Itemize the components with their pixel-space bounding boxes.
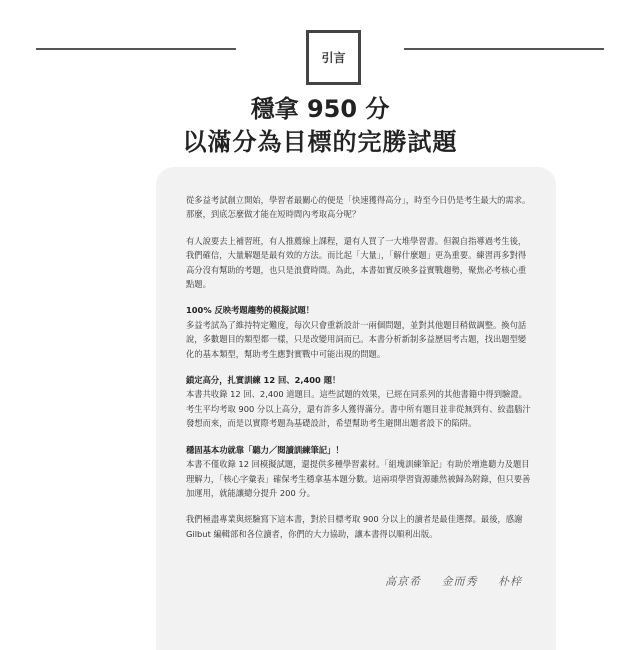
- author-signatures: [369, 573, 522, 589]
- title-line-1: 穩拿 950 分: [250, 95, 390, 123]
- paragraph: [186, 303, 532, 361]
- page-title: [36, 93, 604, 159]
- paragraph-heading: 穩固基本功就靠「聽力／閱讀訓練筆記」！: [186, 444, 344, 455]
- signature: 金而秀: [441, 575, 478, 588]
- paragraph-text: 本書不僅收錄 12 回模擬試題，還提供多種學習素材。「組塊訓練筆記」有助於增進聽力及題目理解力，「核心字彙表」確保考生穩拿基本題分數。這兩項學習資源雖然被歸為附錄，但只要善加運用，就能讓總分提升 200 分。: [186, 459, 531, 498]
- paragraph-text: 本書共收錄 12 回、2,400 道題目。這些試題的效果，已經在同系列的其他書籍中得到驗證。考生平均考取 900 分以上高分，還有許多人獲得滿分。書中所有題目並非從無到有、絞盡腦汁發想而來，而是以實際考題為基礎設計，希望幫助考生避開出題者設下的陷阱。: [186, 389, 531, 429]
- title-line-2: 以滿分為目標的完勝試題: [182, 128, 458, 156]
- paragraph-heading: 鎖定高分，扎實訓練 12 回、2,400 題！: [186, 375, 341, 386]
- paragraph-text: 多益考試為了維持特定難度，每次只會重新設計一兩個問題，並對其他題目稍做調整。換句話說，多數題目的類型都一樣，只是改變用詞而已。本書分析新制多益歷屆考古題，找出題型變化的基本類型，幫助考生應對實戰中可能出現的問題。: [186, 319, 527, 359]
- paragraph: [186, 193, 532, 222]
- paragraph: [186, 443, 532, 501]
- paragraph-heading: 100% 反映考題趨勢的模擬試題！: [186, 305, 315, 316]
- book-page: [36, 10, 604, 640]
- section-label: 引言: [306, 30, 361, 85]
- paragraph: [186, 373, 532, 431]
- preface-body: [186, 193, 532, 553]
- signature: 朴梓: [498, 575, 522, 588]
- header-rule-left: [36, 48, 236, 50]
- paragraph-text: 從多益考試創立開始，學習者最關心的便是「快速獲得高分」，時至今日仍是考生最大的需求。那麼，到底怎麼做才能在短時間內考取高分呢？: [186, 195, 531, 220]
- paragraph-text: 我們極盡專業與經驗寫下這本書，對於目標考取 900 分以上的讀者是最佳選擇。最後，感謝 Gilbut 編輯部和各位讀者，你們的大力協助，讓本書得以順利出版。: [186, 514, 523, 539]
- paragraph: [186, 234, 532, 292]
- preface-card: [156, 167, 556, 650]
- signature: 高京希: [385, 575, 421, 588]
- paragraph: [186, 512, 532, 541]
- header-rule-right: [404, 48, 604, 50]
- paragraph-text: 有人說要去上補習班，有人推薦線上課程，還有人買了一大堆學習書。但親自指導過考生後，我們確信，大量解題是最有效的方法。而比起「大量」，「解什麼題」更為重要。練習再多對得高分沒有幫助的考題，也只是浪費時間。為此，本書如實反映多益實戰趨勢，聚焦必考核心重點題。: [186, 235, 527, 290]
